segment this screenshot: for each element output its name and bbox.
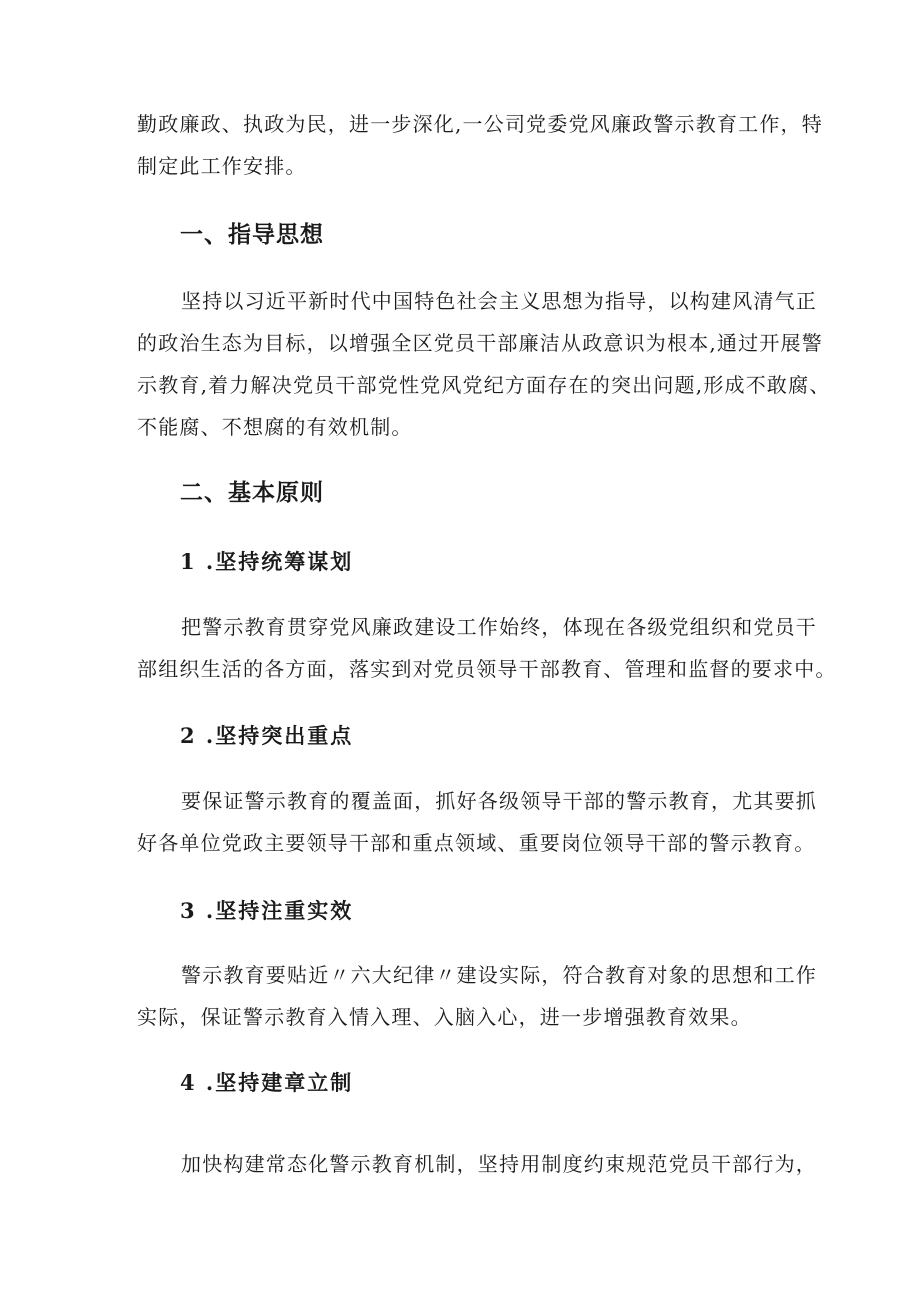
principle-title: 4 .坚持建章立制 xyxy=(180,1070,354,1095)
intro-paragraph xyxy=(137,103,823,187)
principle-title: 3 .坚持注重实效 xyxy=(180,898,354,923)
paragraph-line: 勤政廉政、执政为民，进一步深化,一公司党委党风廉政警示教育工作，特 xyxy=(137,112,823,136)
paragraph-line: 不能腐、不想腐的有效机制。 xyxy=(137,415,413,439)
guiding-ideology-paragraph xyxy=(137,280,831,448)
principle-title: 2 .坚持突出重点 xyxy=(180,723,354,748)
paragraph-line: 制定此工作安排。 xyxy=(137,154,307,178)
paragraph-line: 的政治生态为目标，以增强全区党员干部廉洁从政意识为根本,通过开展警 xyxy=(137,331,823,355)
paragraph-line: 部组织生活的各方面，落实到对党员领导干部教育、管理和监督的要求中。 xyxy=(137,657,837,681)
paragraph-line: 要保证警示教育的覆盖面，抓好各级领导干部的警示教育，尤其要抓 xyxy=(181,789,817,813)
principle-paragraph xyxy=(137,780,817,864)
principle-title: 1 .坚持统筹谋划 xyxy=(180,549,354,574)
paragraph-line: 把警示教育贯穿党风廉政建设工作始终，体现在各级党组织和党员干 xyxy=(181,615,817,639)
principle-paragraph xyxy=(137,954,817,1038)
section-heading-guiding-ideology: 一、指导思想 xyxy=(180,222,324,248)
paragraph-line: 警示教育要贴近〃六大纪律〃建设实际，符合教育对象的思想和工作 xyxy=(181,963,817,987)
paragraph-line: 好各单位党政主要领导干部和重点领域、重要岗位领导干部的警示教育。 xyxy=(137,831,816,855)
principle-paragraph xyxy=(137,606,837,690)
principle-paragraph xyxy=(137,1143,817,1185)
paragraph-line: 坚持以习近平新时代中国特色社会主义思想为指导，以构建风清气正 xyxy=(181,289,817,313)
paragraph-line: 示教育,着力解决党员干部党性党风党纪方面存在的突出问题,形成不敢腐、 xyxy=(137,373,831,397)
paragraph-line: 实际，保证警示教育入情入理、入脑入心，进一步增强教育效果。 xyxy=(137,1005,752,1029)
paragraph-line: 加快构建常态化警示教育机制，坚持用制度约束规范党员干部行为， xyxy=(181,1152,817,1176)
section-heading-basic-principles: 二、基本原则 xyxy=(180,480,324,506)
